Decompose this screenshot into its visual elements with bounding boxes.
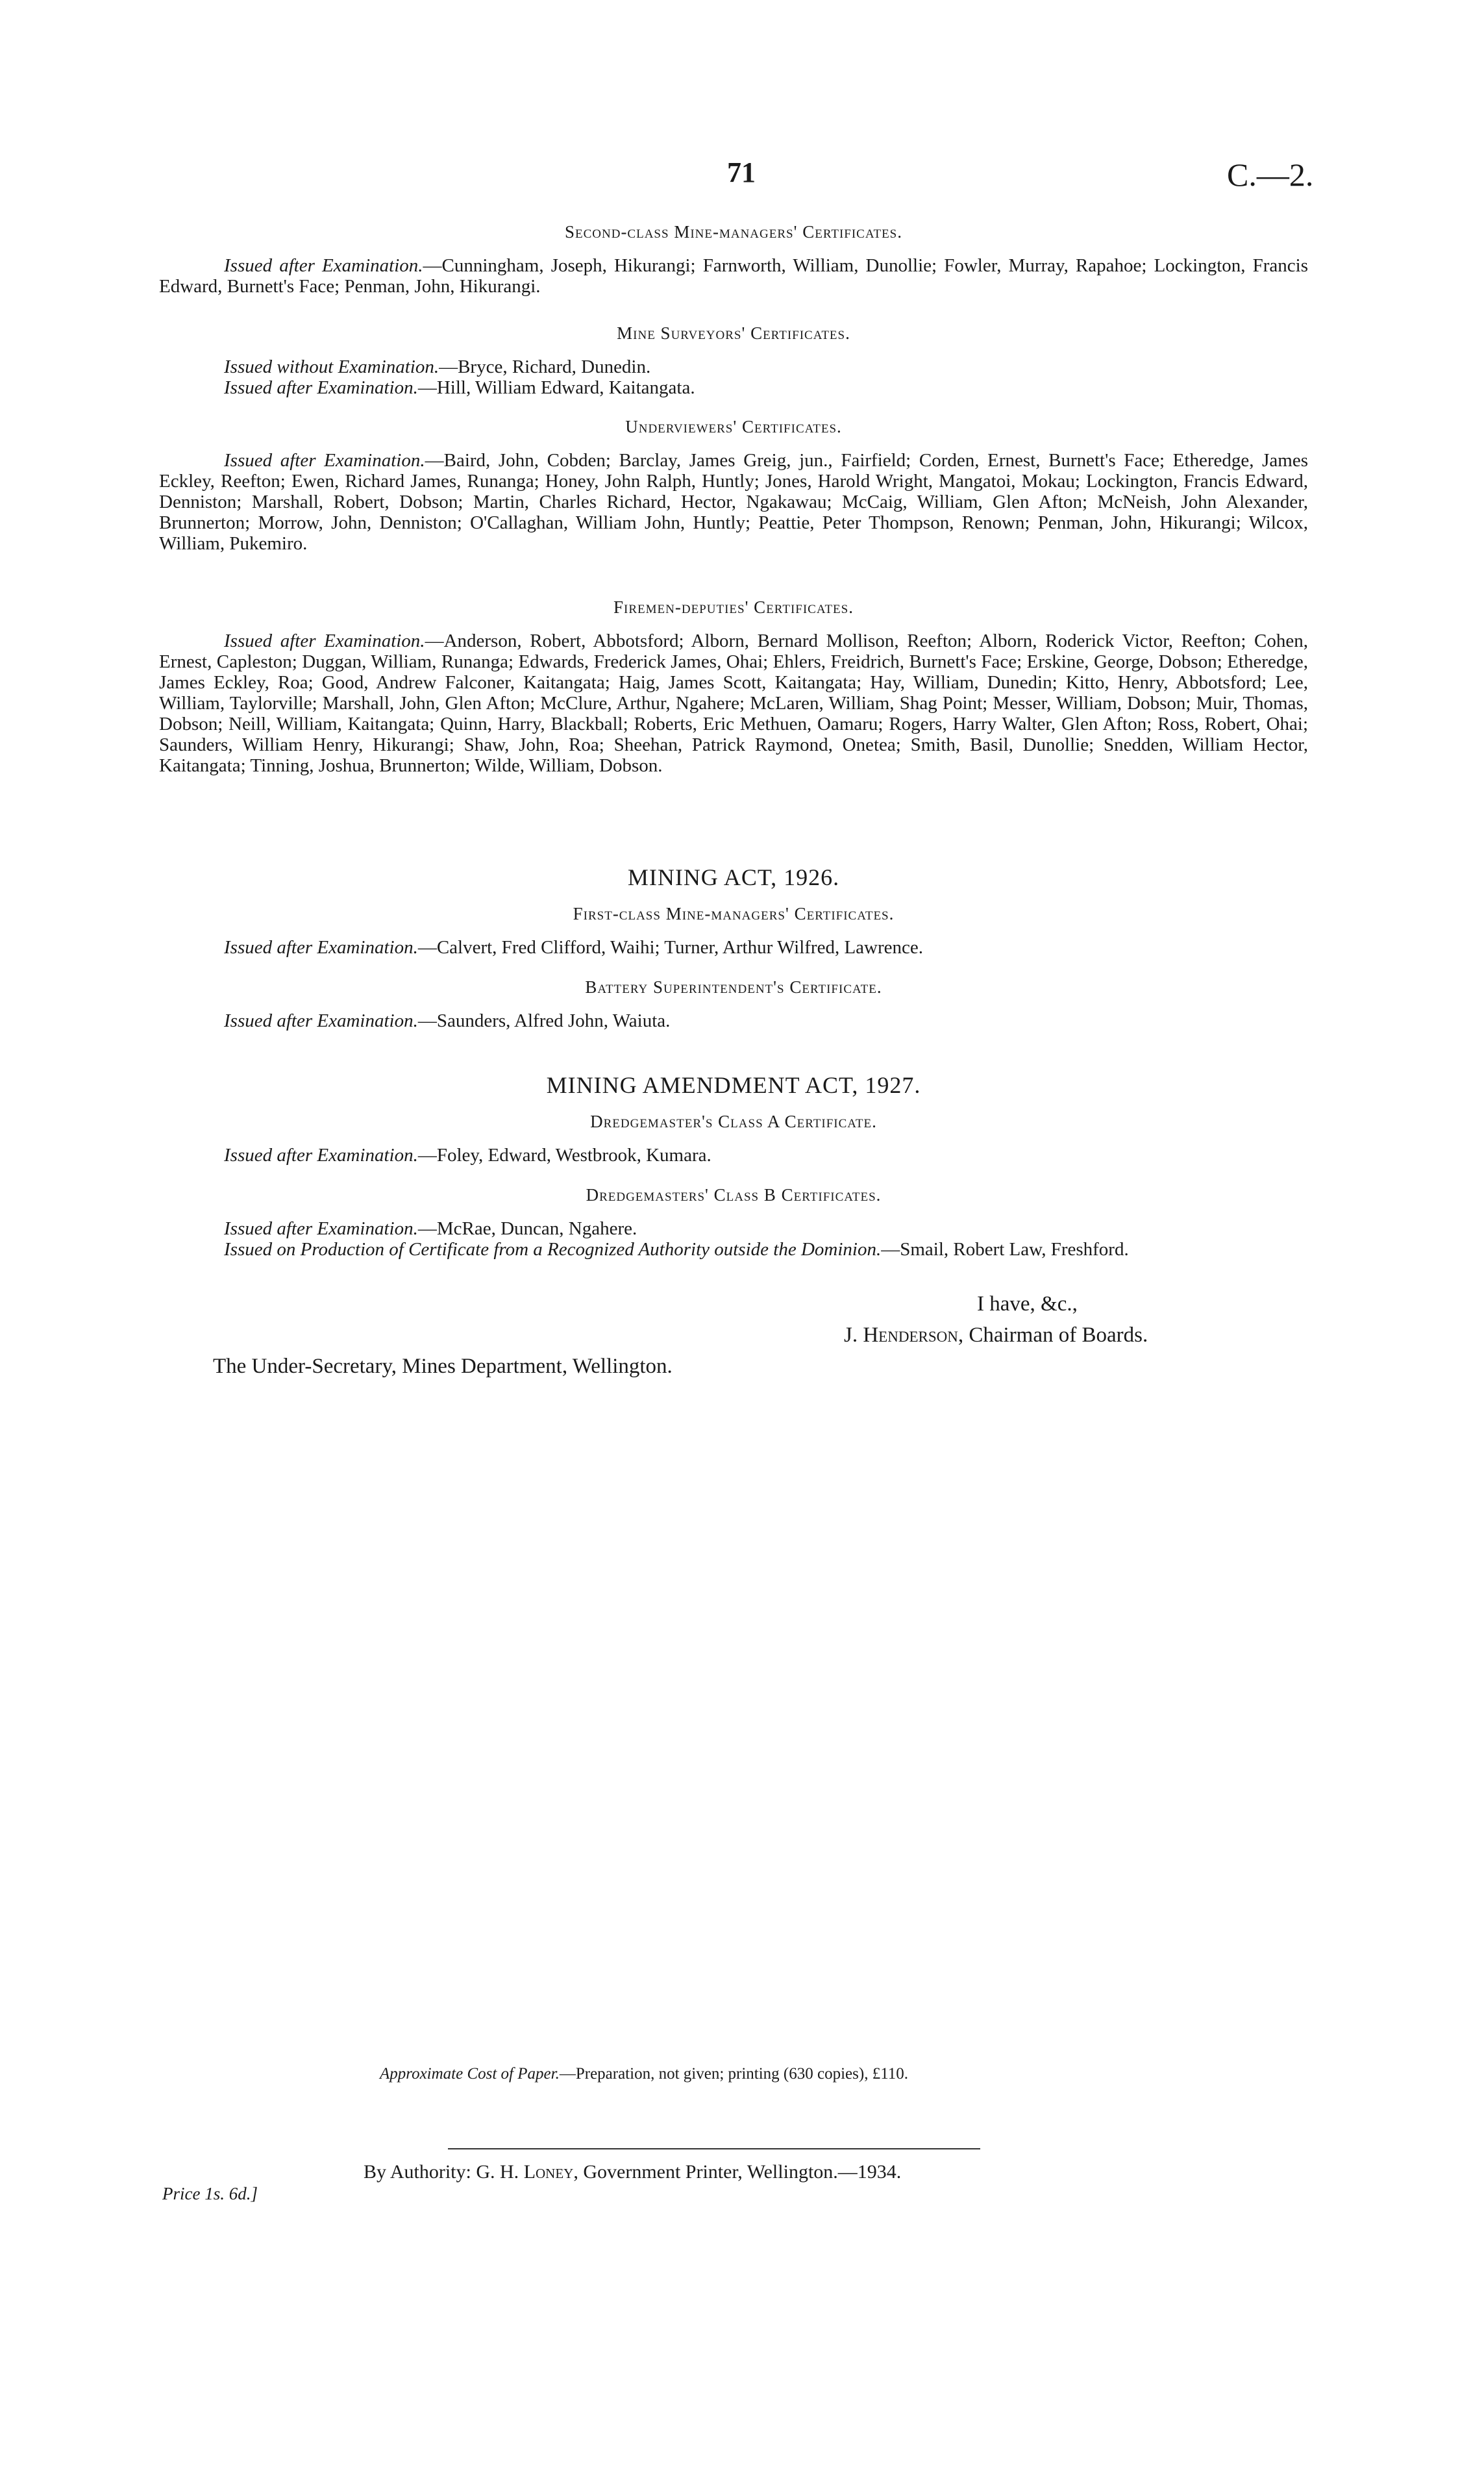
line-text: —Calvert, Fred Clifford, Waihi; Turner, Arthur Wilfred, Lawrence. xyxy=(417,937,924,958)
act-title: MINING ACT, 1926. xyxy=(627,864,840,890)
paragraph-lead: Issued after Examination. xyxy=(224,255,423,276)
paragraph-text: —Anderson, Robert, Abbotsford; Alborn, Bernard Mollison, Reefton; Alborn, Roderick Victor, Reefton; Cohen, Ernest, Capleston; Duggan, William, Runanga; Edwards, Frederick James, Ohai; Ehlers, Freidrich, Burnett's Face; Erskine, George, Dobson; Etheredge, James Eckley, Roa; Good, Andrew Falconer, Kaitangata; Haig, James Scott, Kaitangata; Hay, William, Dunedin; Kitto, Henry, Abbotsford; Lee, William, Taylorville; Marshall, John, Glen Afton; McClure, Arthur, Ngahere; McLaren, William, Shag Point; Messer, William, Dobson; Muir, Thomas, Dobson; Neill, William, Kaitangata; Quinn, Harry, Blackball; Roberts, Eric Methuen, Oamaru; Rogers, Harry Walter, Glen Afton; Ross, Robert, Ohai; Saunders, William Henry, Hikurangi; Shaw, John, Roa; Sheehan, Patrick Raymond, Onetea; Smith, Basil, Dunollie; Snedden, William Hector, Kaitangata; Tinning, Joshua, Brunnerton; Wilde, William, Dobson. xyxy=(159,631,1308,776)
signer-name: Henderson xyxy=(863,1323,958,1347)
line-lead: Issued without Examination. xyxy=(224,357,439,377)
signature xyxy=(844,1323,1148,1347)
section-paragraph xyxy=(159,1239,1308,1260)
addressee: The Under-Secretary, Mines Department, Wellington. xyxy=(213,1355,673,1378)
price: Price 1s. 6d.] xyxy=(162,2184,258,2203)
section-line xyxy=(159,1010,1308,1031)
section-line xyxy=(159,937,1308,958)
section-line xyxy=(159,357,1308,377)
imprint-name: Loney xyxy=(523,2161,574,2183)
line-text: —Bryce, Richard, Dunedin. xyxy=(439,357,651,377)
cost-text: —Preparation, not given; printing (630 copies), £110. xyxy=(559,2065,909,2083)
section-heading: Battery Superintendent's Certificate. xyxy=(585,977,882,997)
section-underviewers xyxy=(159,417,1308,554)
paragraph-text: —Baird, John, Cobden; Barclay, James Greig, jun., Fairfield; Corden, Ernest, Burnett's Face; Etheredge, James Eckley, Reefton; Ewen, Richard James, Runanga; Honey, John Ralph, Huntly; Jones, Harold Wright, Mangatoi, Mokau; Lockington, Francis Edward, Denniston; Marshall, Robert, Dobson; Martin, Charles Richard, Hector, Ngakawau; McCaig, William, Glen Afton; McNeish, John Alexander, Brunnerton; Morrow, John, Denniston; O'Callaghan, William John, Huntly; Peattie, Peter Thompson, Renown; Penman, John, Hikurangi; Wilcox, William, Pukemiro. xyxy=(159,450,1308,554)
section-heading: Underviewers' Certificates. xyxy=(625,417,842,436)
salutation: I have, &c., xyxy=(977,1292,1078,1316)
section-firemen-deputies xyxy=(159,597,1308,776)
mining-amendment-act-1927 xyxy=(159,1071,1308,1260)
act-title: MINING AMENDMENT ACT, 1927. xyxy=(546,1072,921,1098)
document-code: C.—2. xyxy=(1227,157,1314,193)
cost-of-paper xyxy=(380,2065,908,2083)
section-mine-surveyors xyxy=(159,323,1308,398)
line-text: —Saunders, Alfred John, Waiuta. xyxy=(417,1010,671,1031)
section-paragraph xyxy=(159,631,1308,776)
paragraph-lead: Issued after Examination. xyxy=(224,450,425,471)
cost-lead: Approximate Cost of Paper. xyxy=(380,2065,560,2083)
line-text: —Foley, Edward, Westbrook, Kumara. xyxy=(417,1145,711,1166)
signer-initial: J. xyxy=(844,1323,863,1347)
section-second-class-mine-managers xyxy=(159,222,1308,297)
section-line xyxy=(159,377,1308,398)
section-heading: Firemen-deputies' Certificates. xyxy=(613,597,854,617)
imprint-suffix: , Government Printer, Wellington.—1934. xyxy=(573,2161,902,2183)
section-heading: Second-class Mine-managers' Certificates. xyxy=(564,222,903,242)
line-lead: Issued after Examination. xyxy=(224,377,418,398)
line-lead: Issued after Examination. xyxy=(224,1218,418,1239)
imprint-prefix: By Authority: G. H. xyxy=(364,2161,524,2183)
section-heading: Mine Surveyors' Certificates. xyxy=(617,323,850,343)
line-lead: Issued after Examination. xyxy=(224,1010,418,1031)
mining-act-1926 xyxy=(159,864,1308,1031)
page-number: 71 xyxy=(727,157,756,188)
section-line xyxy=(159,1145,1308,1166)
signer-title: , Chairman of Boards. xyxy=(958,1323,1148,1347)
footer-divider xyxy=(448,2148,980,2149)
section-heading: Dredgemasters' Class B Certificates. xyxy=(586,1185,882,1205)
paragraph-text: —Smail, Robert Law, Freshford. xyxy=(881,1239,1129,1260)
section-line xyxy=(159,1218,1308,1239)
line-lead: Issued after Examination. xyxy=(224,1145,418,1166)
paragraph-lead: Issued on Production of Certificate from a Recognized Authority outside the Dominion. xyxy=(224,1239,882,1260)
section-heading: Dredgemaster's Class A Certificate. xyxy=(590,1112,877,1131)
section-paragraph xyxy=(159,255,1308,297)
line-text: —McRae, Duncan, Ngahere. xyxy=(417,1218,637,1239)
section-heading: First-class Mine-managers' Certificates. xyxy=(573,904,895,923)
paragraph-text: —Cunningham, Joseph, Hikurangi; Farnworth, William, Dunollie; Fowler, Murray, Rapahoe; Lockington, Francis Edward, Burnett's Face; Penman, John, Hikurangi. xyxy=(159,255,1308,297)
line-text: —Hill, William Edward, Kaitangata. xyxy=(417,377,695,398)
line-lead: Issued after Examination. xyxy=(224,937,418,958)
printer-imprint xyxy=(364,2161,901,2183)
section-paragraph xyxy=(159,450,1308,554)
paragraph-lead: Issued after Examination. xyxy=(224,631,425,651)
